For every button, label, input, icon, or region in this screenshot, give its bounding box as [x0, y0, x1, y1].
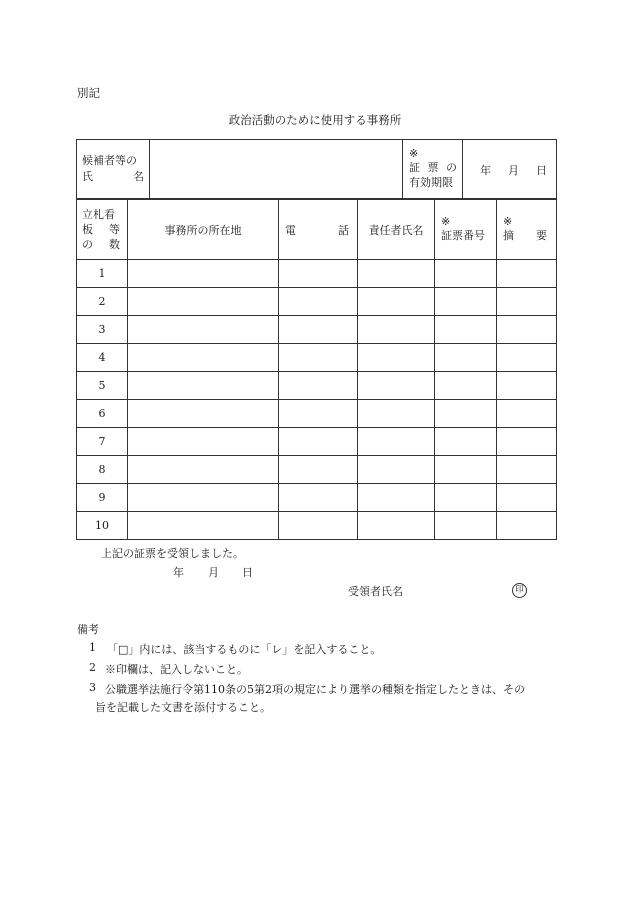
- manager-cell[interactable]: [358, 456, 435, 484]
- address-cell[interactable]: [128, 428, 279, 456]
- count-label-to: 等: [109, 223, 120, 236]
- table-row: [77, 316, 557, 344]
- phone-label-wa: 話: [338, 223, 349, 237]
- note-1-text: 「□」内には、該当するものに「レ」を記入すること。: [107, 643, 382, 656]
- row-number: 3: [77, 316, 128, 344]
- receipt-year: 年: [173, 566, 184, 579]
- phone-cell[interactable]: [279, 372, 358, 400]
- candidate-header-table: [76, 139, 557, 199]
- cert-no-cell[interactable]: [435, 260, 497, 288]
- manager-cell[interactable]: [358, 428, 435, 456]
- col-header-remarks: [497, 200, 557, 260]
- count-label-ban: 板: [82, 223, 93, 236]
- table-row: [77, 288, 557, 316]
- manager-label: 責任者氏名: [368, 223, 424, 237]
- validity-label-no: の: [446, 161, 457, 174]
- note-2-number: 2: [89, 661, 96, 674]
- validity-month: 月: [508, 164, 519, 177]
- validity-day: 日: [536, 164, 547, 177]
- notes-heading: 備考: [77, 623, 99, 636]
- remarks-label-teki: 摘: [503, 229, 514, 242]
- remarks-cell[interactable]: [497, 400, 557, 428]
- note-3-text: 公職選挙法施行令第110条の5第2項の規定により選挙の種類を指定したときは、その: [105, 683, 525, 696]
- col-header-manager: [358, 200, 435, 260]
- validity-label-hyo: 票: [427, 161, 439, 174]
- col-header-phone: [279, 200, 358, 260]
- row-number: 2: [77, 288, 128, 316]
- note-3-number: 3: [89, 681, 96, 694]
- row-number: 8: [77, 456, 128, 484]
- row-number: 1: [77, 260, 128, 288]
- count-label-line1: 立札看: [82, 208, 115, 221]
- validity-label-sho: 証: [409, 161, 420, 174]
- manager-cell[interactable]: [358, 260, 435, 288]
- phone-cell[interactable]: [279, 512, 358, 540]
- row-number: 7: [77, 428, 128, 456]
- remarks-cell[interactable]: [497, 484, 557, 512]
- address-cell[interactable]: [128, 344, 279, 372]
- validity-year: 年: [480, 164, 491, 177]
- candidate-label-shi: 氏: [82, 170, 93, 183]
- validity-date-field[interactable]: [463, 140, 557, 199]
- cert-no-cell[interactable]: [435, 400, 497, 428]
- cert-no-cell[interactable]: [435, 288, 497, 316]
- phone-cell[interactable]: [279, 428, 358, 456]
- candidate-label-mei: 名: [133, 170, 144, 183]
- manager-cell[interactable]: [358, 344, 435, 372]
- col-header-cert-no: [435, 200, 497, 260]
- recipient-name-label: 受領者氏名: [348, 585, 403, 598]
- manager-cell[interactable]: [358, 316, 435, 344]
- remarks-label-yo: 要: [536, 229, 547, 242]
- col-header-address: [128, 200, 279, 260]
- receipt-month: 月: [208, 566, 219, 579]
- validity-label-line2: 有効期限: [409, 176, 453, 189]
- cert-no-cell[interactable]: [435, 484, 497, 512]
- office-use-mark: ※: [409, 147, 419, 160]
- cert-no-cell[interactable]: [435, 512, 497, 540]
- remarks-cell[interactable]: [497, 456, 557, 484]
- table-row: [77, 344, 557, 372]
- cert-no-cell[interactable]: [435, 316, 497, 344]
- validity-label-cell: [403, 140, 463, 199]
- table-row: [77, 456, 557, 484]
- address-cell[interactable]: [128, 456, 279, 484]
- manager-cell[interactable]: [358, 288, 435, 316]
- phone-cell[interactable]: [279, 288, 358, 316]
- remarks-cell[interactable]: [497, 512, 557, 540]
- row-number: 5: [77, 372, 128, 400]
- remarks-cell[interactable]: [497, 344, 557, 372]
- manager-cell[interactable]: [358, 400, 435, 428]
- address-cell[interactable]: [128, 316, 279, 344]
- remarks-cell[interactable]: [497, 316, 557, 344]
- remarks-cell[interactable]: [497, 428, 557, 456]
- note-2-text: ※印欄は、記入しないこと。: [105, 663, 248, 676]
- address-cell[interactable]: [128, 512, 279, 540]
- phone-cell[interactable]: [279, 344, 358, 372]
- table-row: [77, 260, 557, 288]
- address-cell[interactable]: [128, 288, 279, 316]
- remarks-cell[interactable]: [497, 372, 557, 400]
- address-cell[interactable]: [128, 260, 279, 288]
- row-number: 4: [77, 344, 128, 372]
- candidate-label-line1: 候補者等の: [82, 154, 137, 167]
- phone-cell[interactable]: [279, 260, 358, 288]
- phone-cell[interactable]: [279, 484, 358, 512]
- cert-no-cell[interactable]: [435, 428, 497, 456]
- count-label-su: 数: [109, 238, 120, 251]
- remarks-cell[interactable]: [497, 260, 557, 288]
- phone-label-den: 電: [285, 223, 296, 237]
- seal-mark: 印: [512, 583, 527, 598]
- table-row: [77, 428, 557, 456]
- document-title: 政治活動のために使用する事務所: [228, 113, 402, 127]
- note-3-continuation: 旨を記載した文書を添付すること。: [95, 701, 271, 714]
- row-number: 6: [77, 400, 128, 428]
- cert-no-cell[interactable]: [435, 344, 497, 372]
- receipt-day: 日: [242, 566, 253, 579]
- cert-no-mark: ※: [441, 215, 451, 228]
- remarks-cell[interactable]: [497, 288, 557, 316]
- count-label-no: の: [82, 238, 93, 251]
- table-row: [77, 400, 557, 428]
- table-row: [77, 512, 557, 540]
- cert-no-cell[interactable]: [435, 456, 497, 484]
- table-row: [77, 372, 557, 400]
- candidate-name-label-cell: [77, 140, 150, 199]
- row-number: 10: [77, 512, 128, 540]
- cert-no-label: 証票番号: [441, 229, 485, 242]
- address-cell[interactable]: [128, 372, 279, 400]
- receipt-statement: 上記の証票を受領しました。: [101, 547, 244, 560]
- cert-no-cell[interactable]: [435, 372, 497, 400]
- manager-cell[interactable]: [358, 484, 435, 512]
- address-cell[interactable]: [128, 400, 279, 428]
- row-number: 9: [77, 484, 128, 512]
- note-1-number: 1: [89, 641, 96, 654]
- address-cell[interactable]: [128, 484, 279, 512]
- phone-cell[interactable]: [279, 456, 358, 484]
- col-header-count: [77, 200, 128, 260]
- phone-cell[interactable]: [279, 316, 358, 344]
- table-row: [77, 484, 557, 512]
- manager-cell[interactable]: [358, 372, 435, 400]
- annex-label: 別記: [77, 86, 100, 100]
- office-table: [76, 199, 557, 540]
- remarks-mark: ※: [503, 215, 513, 228]
- address-label: 事務所の所在地: [164, 223, 242, 237]
- phone-cell[interactable]: [279, 400, 358, 428]
- manager-cell[interactable]: [358, 512, 435, 540]
- candidate-name-field[interactable]: [150, 140, 403, 199]
